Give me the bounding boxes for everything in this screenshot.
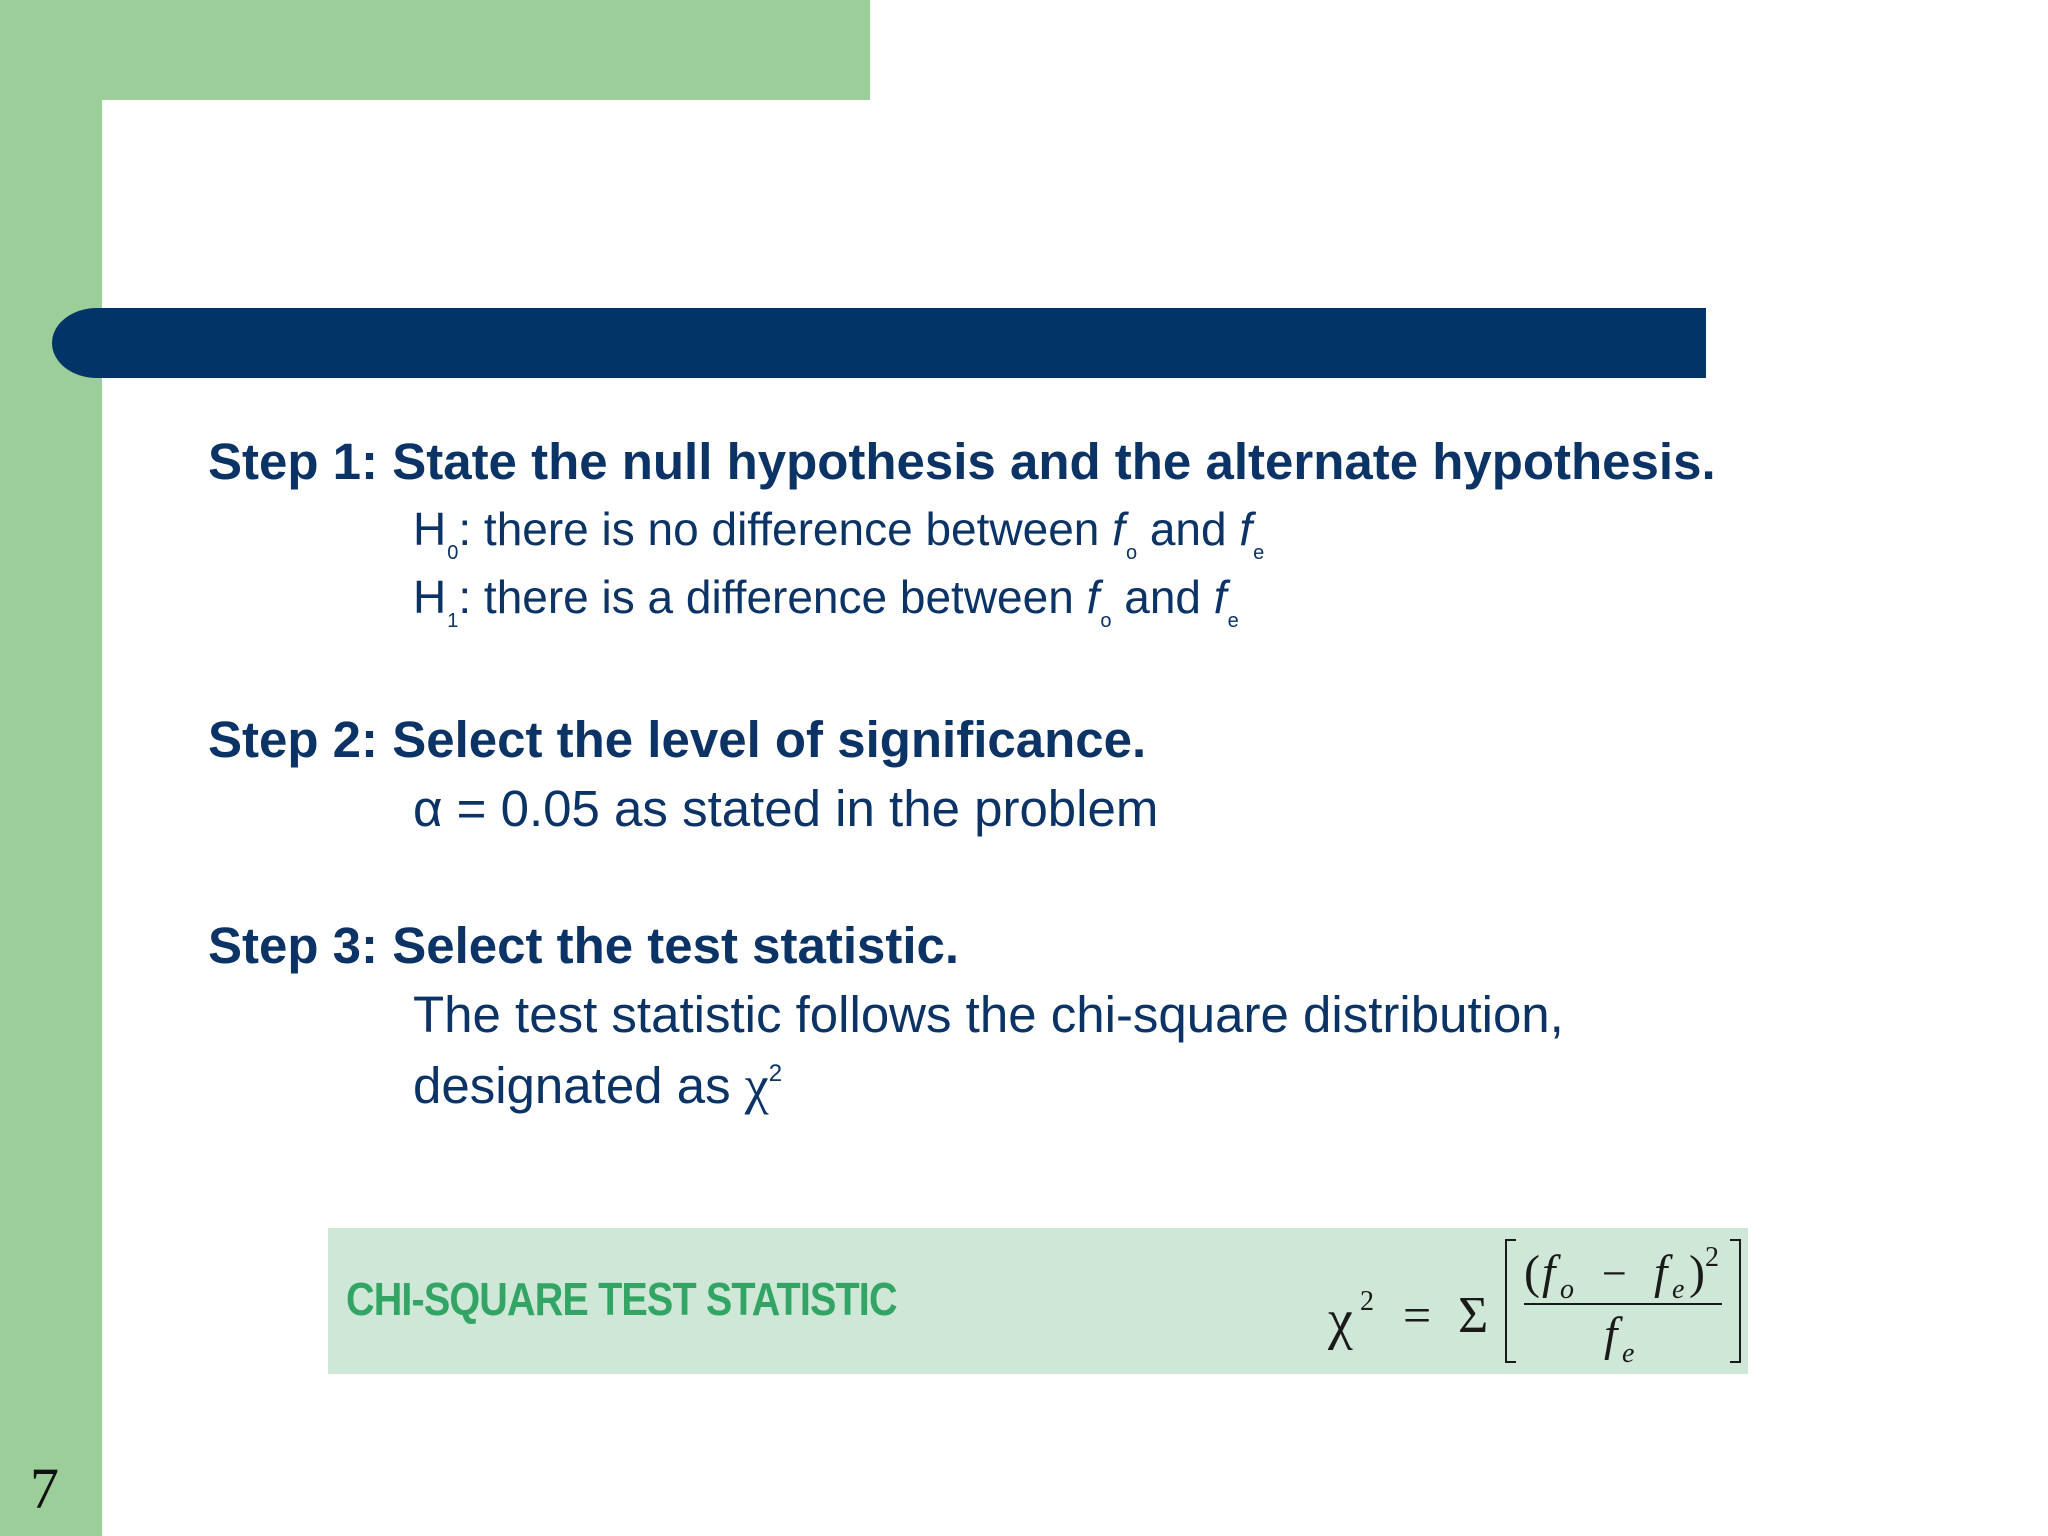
h1-subscript: 1: [447, 610, 459, 632]
step2-heading: Step 2: Select the level of significance.: [208, 711, 1147, 768]
chi-symbol: χ: [744, 1055, 769, 1115]
designated-as-text: designated as: [413, 1057, 745, 1114]
slide-number: 7: [30, 1456, 59, 1521]
h1-and: and: [1111, 571, 1214, 623]
numerator-f-expected: f: [1654, 1246, 1668, 1299]
numerator-f-observed-sub: o: [1560, 1274, 1574, 1305]
numerator-f-observed: f: [1542, 1246, 1556, 1299]
numerator-f-expected-sub: e: [1672, 1274, 1685, 1305]
h1-f-expected: f: [1213, 571, 1227, 623]
null-hypothesis: [413, 502, 1265, 564]
denominator-f-expected: f: [1604, 1308, 1618, 1361]
h0-f-expected: f: [1239, 503, 1253, 555]
h0-text: : there is no difference between: [458, 503, 1113, 555]
numerator-close: ): [1689, 1246, 1705, 1299]
title-bar: [52, 308, 1706, 378]
formula-chi-sup: 2: [1360, 1286, 1374, 1317]
chi-square-formula: [1298, 1228, 1748, 1374]
numerator-sup: 2: [1705, 1242, 1719, 1273]
h0-f-observed: f: [1112, 503, 1125, 555]
h1-f-observed: f: [1086, 571, 1100, 623]
h0-subscript: 0: [447, 542, 459, 564]
formula-equals: =: [1403, 1287, 1432, 1343]
left-green-band: [0, 0, 102, 1536]
significance-level: α = 0.05 as stated in the problem: [413, 780, 1159, 837]
step1-heading: Step 1: State the null hypothesis and the alternate hypothesis.: [208, 433, 1716, 490]
top-green-band: [0, 0, 870, 100]
numerator-open: (: [1524, 1246, 1540, 1299]
alternate-hypothesis: [413, 570, 1239, 632]
formula-chi: χ: [1328, 1289, 1353, 1351]
step3-heading: Step 3: Select the test statistic.: [208, 917, 960, 974]
h1-f-observed-sub: o: [1100, 610, 1112, 632]
h0-and: and: [1137, 503, 1240, 555]
test-statistic-line1: The test statistic follows the chi-square distribution,: [413, 986, 1564, 1043]
h0-symbol: H: [413, 503, 447, 555]
formula-label: CHI-SQUARE TEST STATISTIC: [346, 1273, 897, 1325]
test-statistic-line2: [413, 1054, 782, 1116]
h1-text: : there is a difference between: [458, 571, 1087, 623]
left-bracket: [1506, 1240, 1516, 1362]
chi-superscript: 2: [768, 1060, 783, 1087]
formula-box: [328, 1228, 1748, 1374]
numerator-minus: −: [1602, 1249, 1627, 1298]
denominator-sub: e: [1622, 1338, 1635, 1369]
formula-sigma: Σ: [1458, 1287, 1489, 1344]
h0-f-observed-sub: o: [1125, 542, 1138, 564]
right-bracket: [1730, 1240, 1740, 1362]
h0-f-expected-sub: e: [1253, 542, 1265, 564]
h1-f-expected-sub: e: [1227, 610, 1239, 632]
h1-symbol: H: [413, 571, 447, 623]
